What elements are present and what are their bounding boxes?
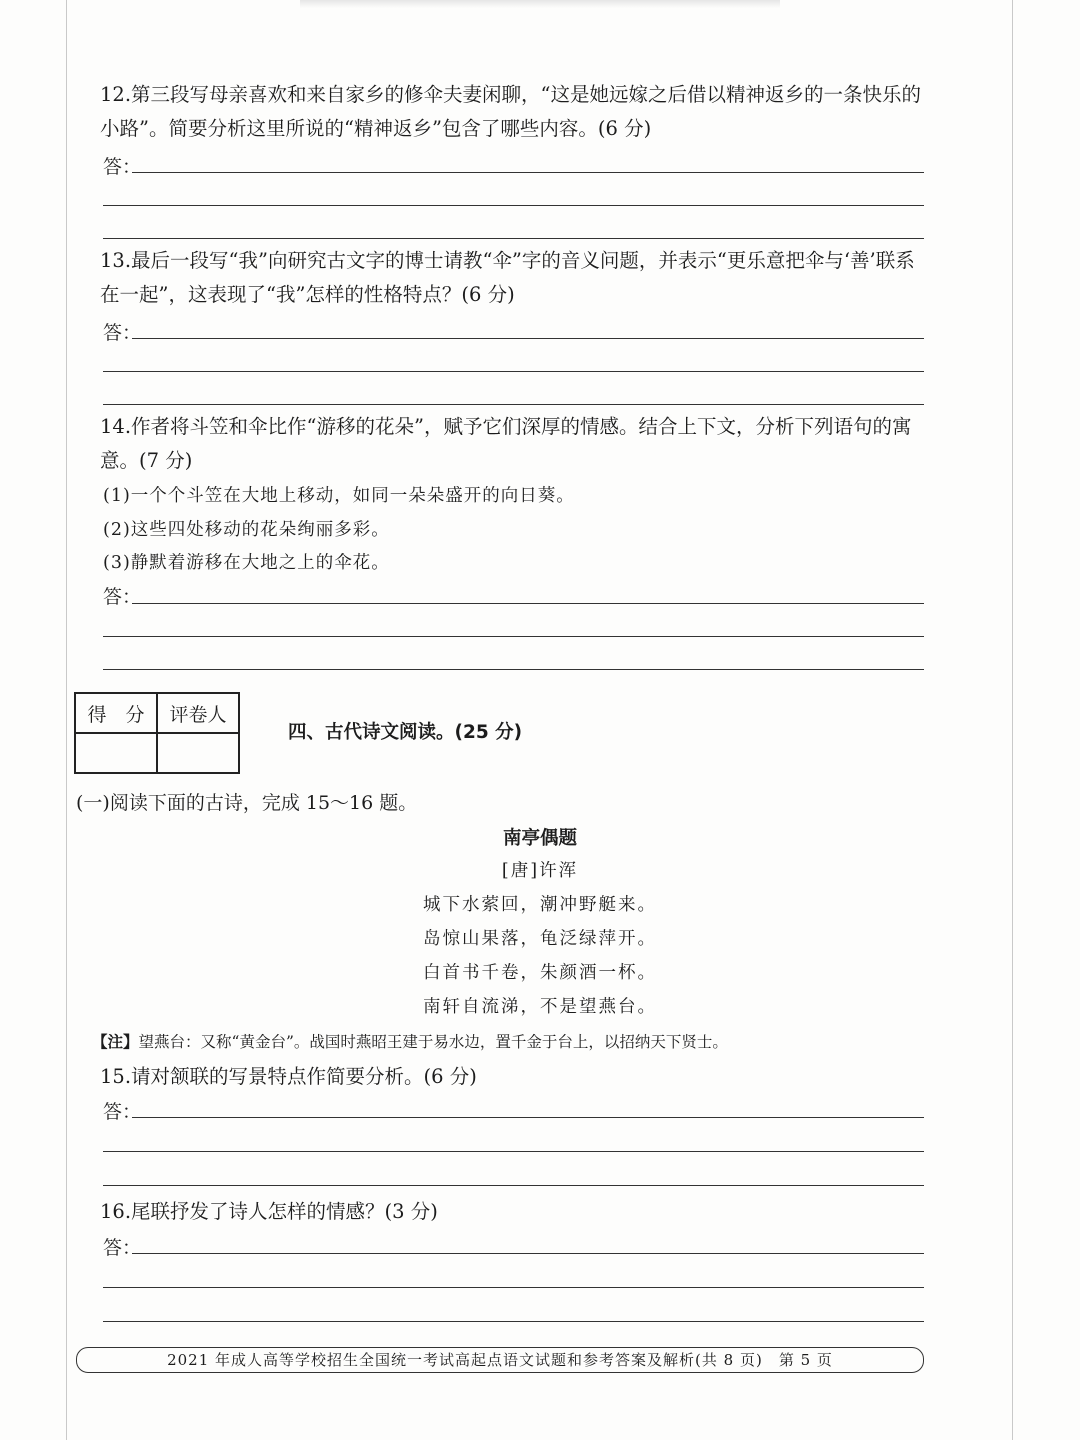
scan-top-shadow	[300, 0, 780, 8]
question-12	[100, 78, 930, 146]
question-14-line1: 14.作者将斗笠和伞比作“游移的花朵”，赋予它们深厚的情感。结合上下文，分析下列语句的寓	[100, 415, 912, 438]
answer-line-14-2[interactable]	[103, 636, 924, 637]
answer-label-12: 答：	[103, 156, 142, 178]
question-14	[100, 410, 930, 478]
answer-label-15: 答：	[103, 1101, 142, 1123]
score-cell[interactable]	[75, 733, 157, 773]
answer-line-15-3[interactable]	[103, 1185, 924, 1186]
question-14-item-2: (2)这些四处移动的花朵绚丽多彩。	[103, 520, 390, 540]
answer-line-13-2[interactable]	[103, 371, 924, 372]
grader-header: 评卷人	[157, 693, 239, 733]
question-13	[100, 244, 930, 312]
poem-note	[92, 1030, 728, 1052]
reading-intro: (一)阅读下面的古诗，完成 15～16 题。	[76, 792, 418, 814]
poem-author: [唐]许浑	[501, 861, 579, 881]
question-14-line2: 意。(7 分)	[100, 449, 193, 472]
question-12-line2: 小路”。简要分析这里所说的“精神返乡”包含了哪些内容。(6 分)	[100, 117, 652, 140]
question-15-line1: 15.请对颔联的写景特点作简要分析。(6 分)	[100, 1065, 477, 1088]
answer-line-16-2[interactable]	[103, 1287, 924, 1288]
answer-line-12-1[interactable]	[132, 172, 924, 173]
question-16-line1: 16.尾联抒发了诗人怎样的情感？(3 分)	[100, 1200, 438, 1223]
question-15	[100, 1060, 930, 1094]
score-header: 得 分	[75, 693, 157, 733]
question-12-line1: 12.第三段写母亲喜欢和来自家乡的修伞夫妻闲聊，“这是她远嫁之后借以精神返乡的一条快乐的	[100, 83, 921, 106]
poem-title: 南亭偶题	[502, 828, 577, 849]
answer-line-16-3[interactable]	[103, 1321, 924, 1322]
answer-line-16-1[interactable]	[132, 1253, 924, 1254]
page-left-edge	[66, 0, 67, 1440]
answer-line-13-1[interactable]	[132, 338, 924, 339]
question-13-line2: 在一起”，这表现了“我”怎样的性格特点？(6 分)	[100, 283, 515, 306]
note-label: 【注】	[92, 1033, 139, 1051]
page-footer: 2021 年成人高等学校招生全国统一考试高起点语文试题和参考答案及解析(共 8 页) 第 5 页	[76, 1347, 924, 1373]
question-14-item-1: (1)一个个斗笠在大地上移动，如同一朵朵盛开的向日葵。	[103, 486, 575, 506]
answer-line-13-3[interactable]	[103, 404, 924, 405]
answer-label-16: 答：	[103, 1237, 142, 1259]
poem-line-4: 南轩自流涕，不是望燕台。	[423, 997, 657, 1017]
poem-line-3: 白首书千卷，朱颜酒一杯。	[423, 963, 657, 983]
note-text: 望燕台：又称“黄金台”。战国时燕昭王建于易水边，置千金于台上，以招纳天下贤士。	[138, 1033, 728, 1051]
answer-line-15-2[interactable]	[103, 1151, 924, 1152]
poem-line-2: 岛惊山果落，龟泛绿萍开。	[423, 929, 657, 949]
score-table	[74, 692, 240, 774]
poem-line-1: 城下水萦回，潮冲野艇来。	[423, 895, 657, 915]
grader-cell[interactable]	[157, 733, 239, 773]
page-right-edge	[1012, 0, 1013, 1440]
answer-line-12-2[interactable]	[103, 205, 924, 206]
answer-line-15-1[interactable]	[132, 1117, 924, 1118]
answer-label-13: 答：	[103, 322, 142, 344]
question-16	[100, 1195, 930, 1229]
section-title: 四、古代诗文阅读。(25 分)	[288, 722, 523, 743]
answer-line-14-1[interactable]	[132, 603, 924, 604]
answer-line-12-3[interactable]	[103, 238, 924, 239]
answer-line-14-3[interactable]	[103, 669, 924, 670]
question-13-line1: 13.最后一段写“我”向研究古文字的博士请教“伞”字的音义问题，并表示“更乐意把伞与‘善’联系	[100, 249, 915, 272]
answer-label-14: 答：	[103, 586, 142, 608]
question-14-item-3: (3)静默着游移在大地之上的伞花。	[103, 553, 390, 573]
